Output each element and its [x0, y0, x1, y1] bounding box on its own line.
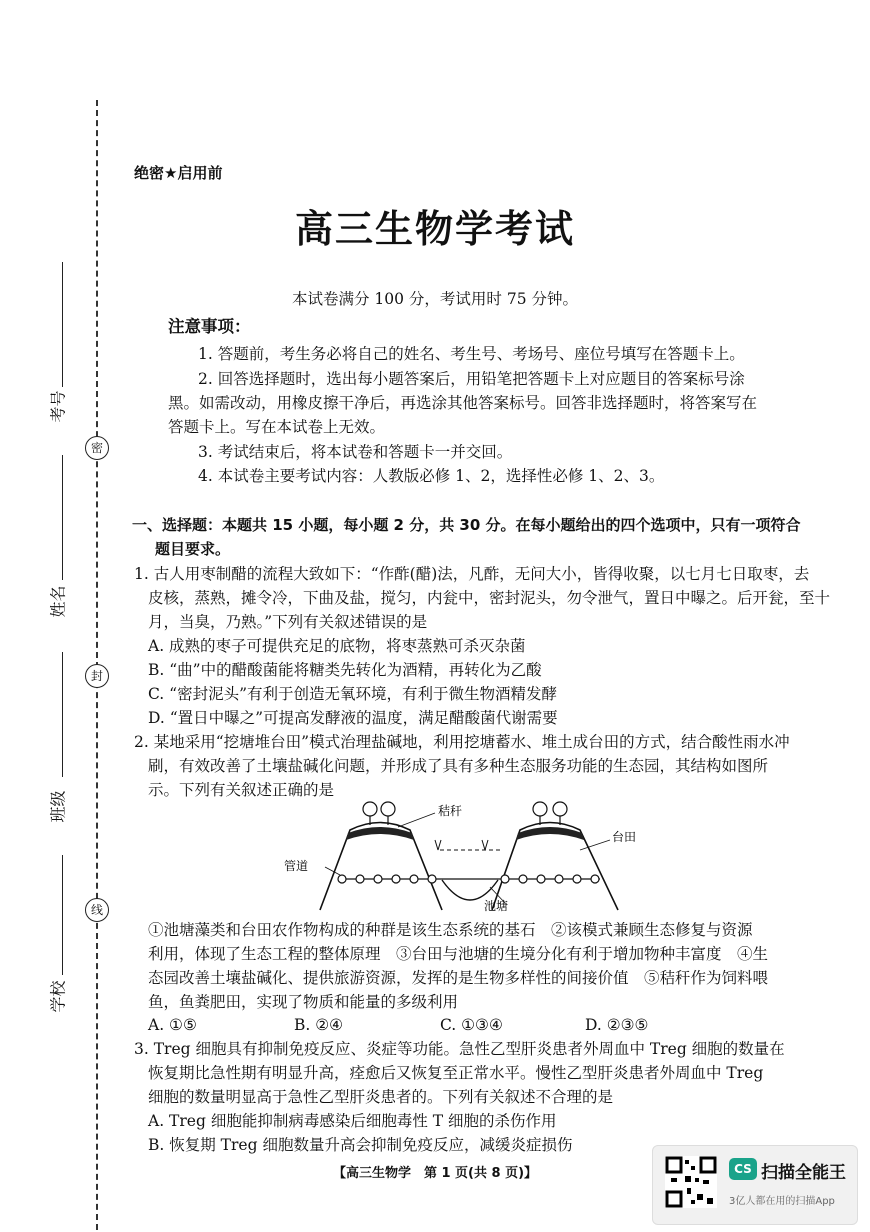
right-mound: [492, 823, 618, 911]
pipe-leader: [325, 867, 340, 875]
section-heading: 一、选择题：本题共 15 小题，每小题 2 分，共 30 分。在每小题给出的四个选项中，只有一项符合: [132, 516, 801, 534]
question-3-option-a: A. Treg 细胞能抑制病毒感染后细胞毒性 T 细胞的杀伤作用: [148, 1112, 557, 1130]
seal-mark-feng: 封: [85, 664, 109, 688]
question-2-stem: 2. 某地采用“挖塘堆台田”模式治理盐碱地，利用挖塘蓄水、堆土成台田的方式，结合酸性雨水冲: [134, 733, 790, 751]
side-label-exam-number: 考号: [48, 390, 68, 423]
left-mound: [320, 823, 442, 911]
question-2-statement: 利用，体现了生态工程的整体原理 ③台田与池塘的生境分化有利于增加物种丰富度 ④生: [148, 945, 769, 963]
seal-mark-mi: 密: [85, 436, 109, 460]
scanner-watermark: [652, 1145, 858, 1225]
label-straw: 秸秆: [438, 804, 463, 818]
right-plants-icon: [533, 802, 567, 825]
left-plants-icon: [363, 802, 395, 825]
ecosystem-figure: [280, 795, 650, 915]
section-heading-cont: 题目要求。: [155, 540, 231, 558]
question-1-stem: 月，当臭，乃熟。”下列有关叙述错误的是: [148, 613, 428, 631]
question-1-stem: 皮核，蒸熟，摊令冷，下曲及盐，搅匀，内瓮中，密封泥头，勿令泄气，置日中曝之。后开瓮，至十: [148, 589, 831, 607]
side-blank-class: [62, 652, 63, 777]
side-blank-school: [62, 855, 63, 975]
exam-info: 本试卷满分 100 分，考试用时 75 分钟。: [291, 290, 579, 308]
left-straw-layer: [346, 827, 414, 840]
ecosystem-diagram: [280, 795, 650, 915]
question-1-option-c: C. “密封泥头”有利于创造无氧环境，有利于微生物酒精发酵: [148, 685, 558, 703]
notice-line: 3. 考试结束后，将本试卷和答题卡一并交回。: [198, 443, 513, 461]
side-label-class: 班级: [48, 790, 68, 823]
cs-logo-icon: CS: [729, 1158, 757, 1180]
question-2-statement: ①池塘藻类和台田农作物构成的种群是该生态系统的基石 ②该模式兼顾生态修复与资源: [148, 921, 753, 939]
side-blank-exam-number: [62, 262, 63, 387]
question-2-stem: 刷，有效改善了土壤盐碱化问题，并形成了具有多种生态服务功能的生态园，其结构如图所: [148, 757, 769, 775]
question-2-option-a: A. ①⑤: [148, 1016, 197, 1034]
side-blank-name: [62, 455, 63, 580]
notice-line: 4. 本试卷主要考试内容：人教版必修 1、2，选择性必修 1、2、3。: [198, 467, 665, 485]
notice-line: 1. 答题前，考生务必将自己的姓名、考生号、考场号、座位号填写在答题卡上。: [198, 345, 745, 363]
confidential-mark: 绝密★启用前: [134, 164, 223, 182]
seal-mark-xian: 线: [85, 898, 109, 922]
side-label-school: 学校: [48, 980, 68, 1013]
qr-code-icon: [665, 1156, 717, 1208]
scanner-app-name: 扫描全能王: [761, 1163, 846, 1183]
straw-leader: [398, 813, 435, 827]
question-2-statement: 态园改善土壤盐碱化、提供旅游资源，发挥的是生物多样性的间接价值 ⑤秸秆作为饲料喂: [148, 969, 769, 987]
question-3-stem: 恢复期比急性期有明显升高，痊愈后又恢复至正常水平。慢性乙型肝炎患者外周血中 Treg: [148, 1064, 764, 1082]
notice-line: 黑。如需改动，用橡皮擦干净后，再选涂其他答案标号。回答非选择题时，将答案写在: [168, 394, 758, 412]
question-3-stem: 细胞的数量明显高于急性乙型肝炎患者的。下列有关叙述不合理的是: [148, 1088, 614, 1106]
question-2-stem: 示。下列有关叙述正确的是: [148, 781, 335, 799]
platform-leader: [580, 840, 610, 850]
label-platform: 台田: [612, 830, 637, 844]
label-pipe: 管道: [284, 859, 309, 873]
question-3-option-b: B. 恢复期 Treg 细胞数量升高会抑制免疫反应，减缓炎症损伤: [148, 1136, 573, 1154]
question-1-option-b: B. “曲”中的醋酸菌能将糖类先转化为酒精，再转化为乙酸: [148, 661, 542, 679]
question-1-option-a: A. 成熟的枣子可提供充足的底物，将枣蒸熟可杀灭杂菌: [148, 637, 526, 655]
page-footer: 【高三生物学 第 1 页(共 8 页)】: [332, 1166, 538, 1181]
question-1-option-d: D. “置日中曝之”可提高发酵液的温度，满足醋酸菌代谢需要: [148, 709, 558, 727]
question-2-option-c: C. ①③④: [440, 1016, 503, 1034]
question-2-option-d: D. ②③⑤: [585, 1016, 649, 1034]
page-title: 高三生物学考试: [294, 207, 575, 251]
question-2-option-b: B. ②④: [294, 1016, 344, 1034]
scanner-tagline: 3亿人都在用的扫描App: [729, 1196, 835, 1207]
label-pond: 池塘: [484, 899, 509, 913]
right-straw-layer: [516, 827, 584, 840]
notice-line: 2. 回答选择题时，选出每小题答案后，用铅笔把答题卡上对应题目的答案标号涂: [198, 370, 745, 388]
pond-reeds-icon: [435, 840, 488, 850]
pond-basin: [442, 880, 498, 900]
side-label-name: 姓名: [48, 585, 68, 618]
notice-line: 答题卡上。写在本试卷上无效。: [168, 418, 386, 436]
question-1-stem: 1. 古人用枣制醋的流程大致如下：“作酢(醋)法，凡酢，无问大小，皆得收聚，以七月七日取枣，去: [134, 565, 810, 583]
question-3-stem: 3. Treg 细胞具有抑制免疫反应、炎症等功能。急性乙型肝炎患者外周血中 Treg 细胞的数量在: [134, 1040, 785, 1058]
notice-heading: 注意事项：: [168, 317, 251, 336]
question-2-statement: 鱼，鱼粪肥田，实现了物质和能量的多级利用: [148, 993, 459, 1011]
